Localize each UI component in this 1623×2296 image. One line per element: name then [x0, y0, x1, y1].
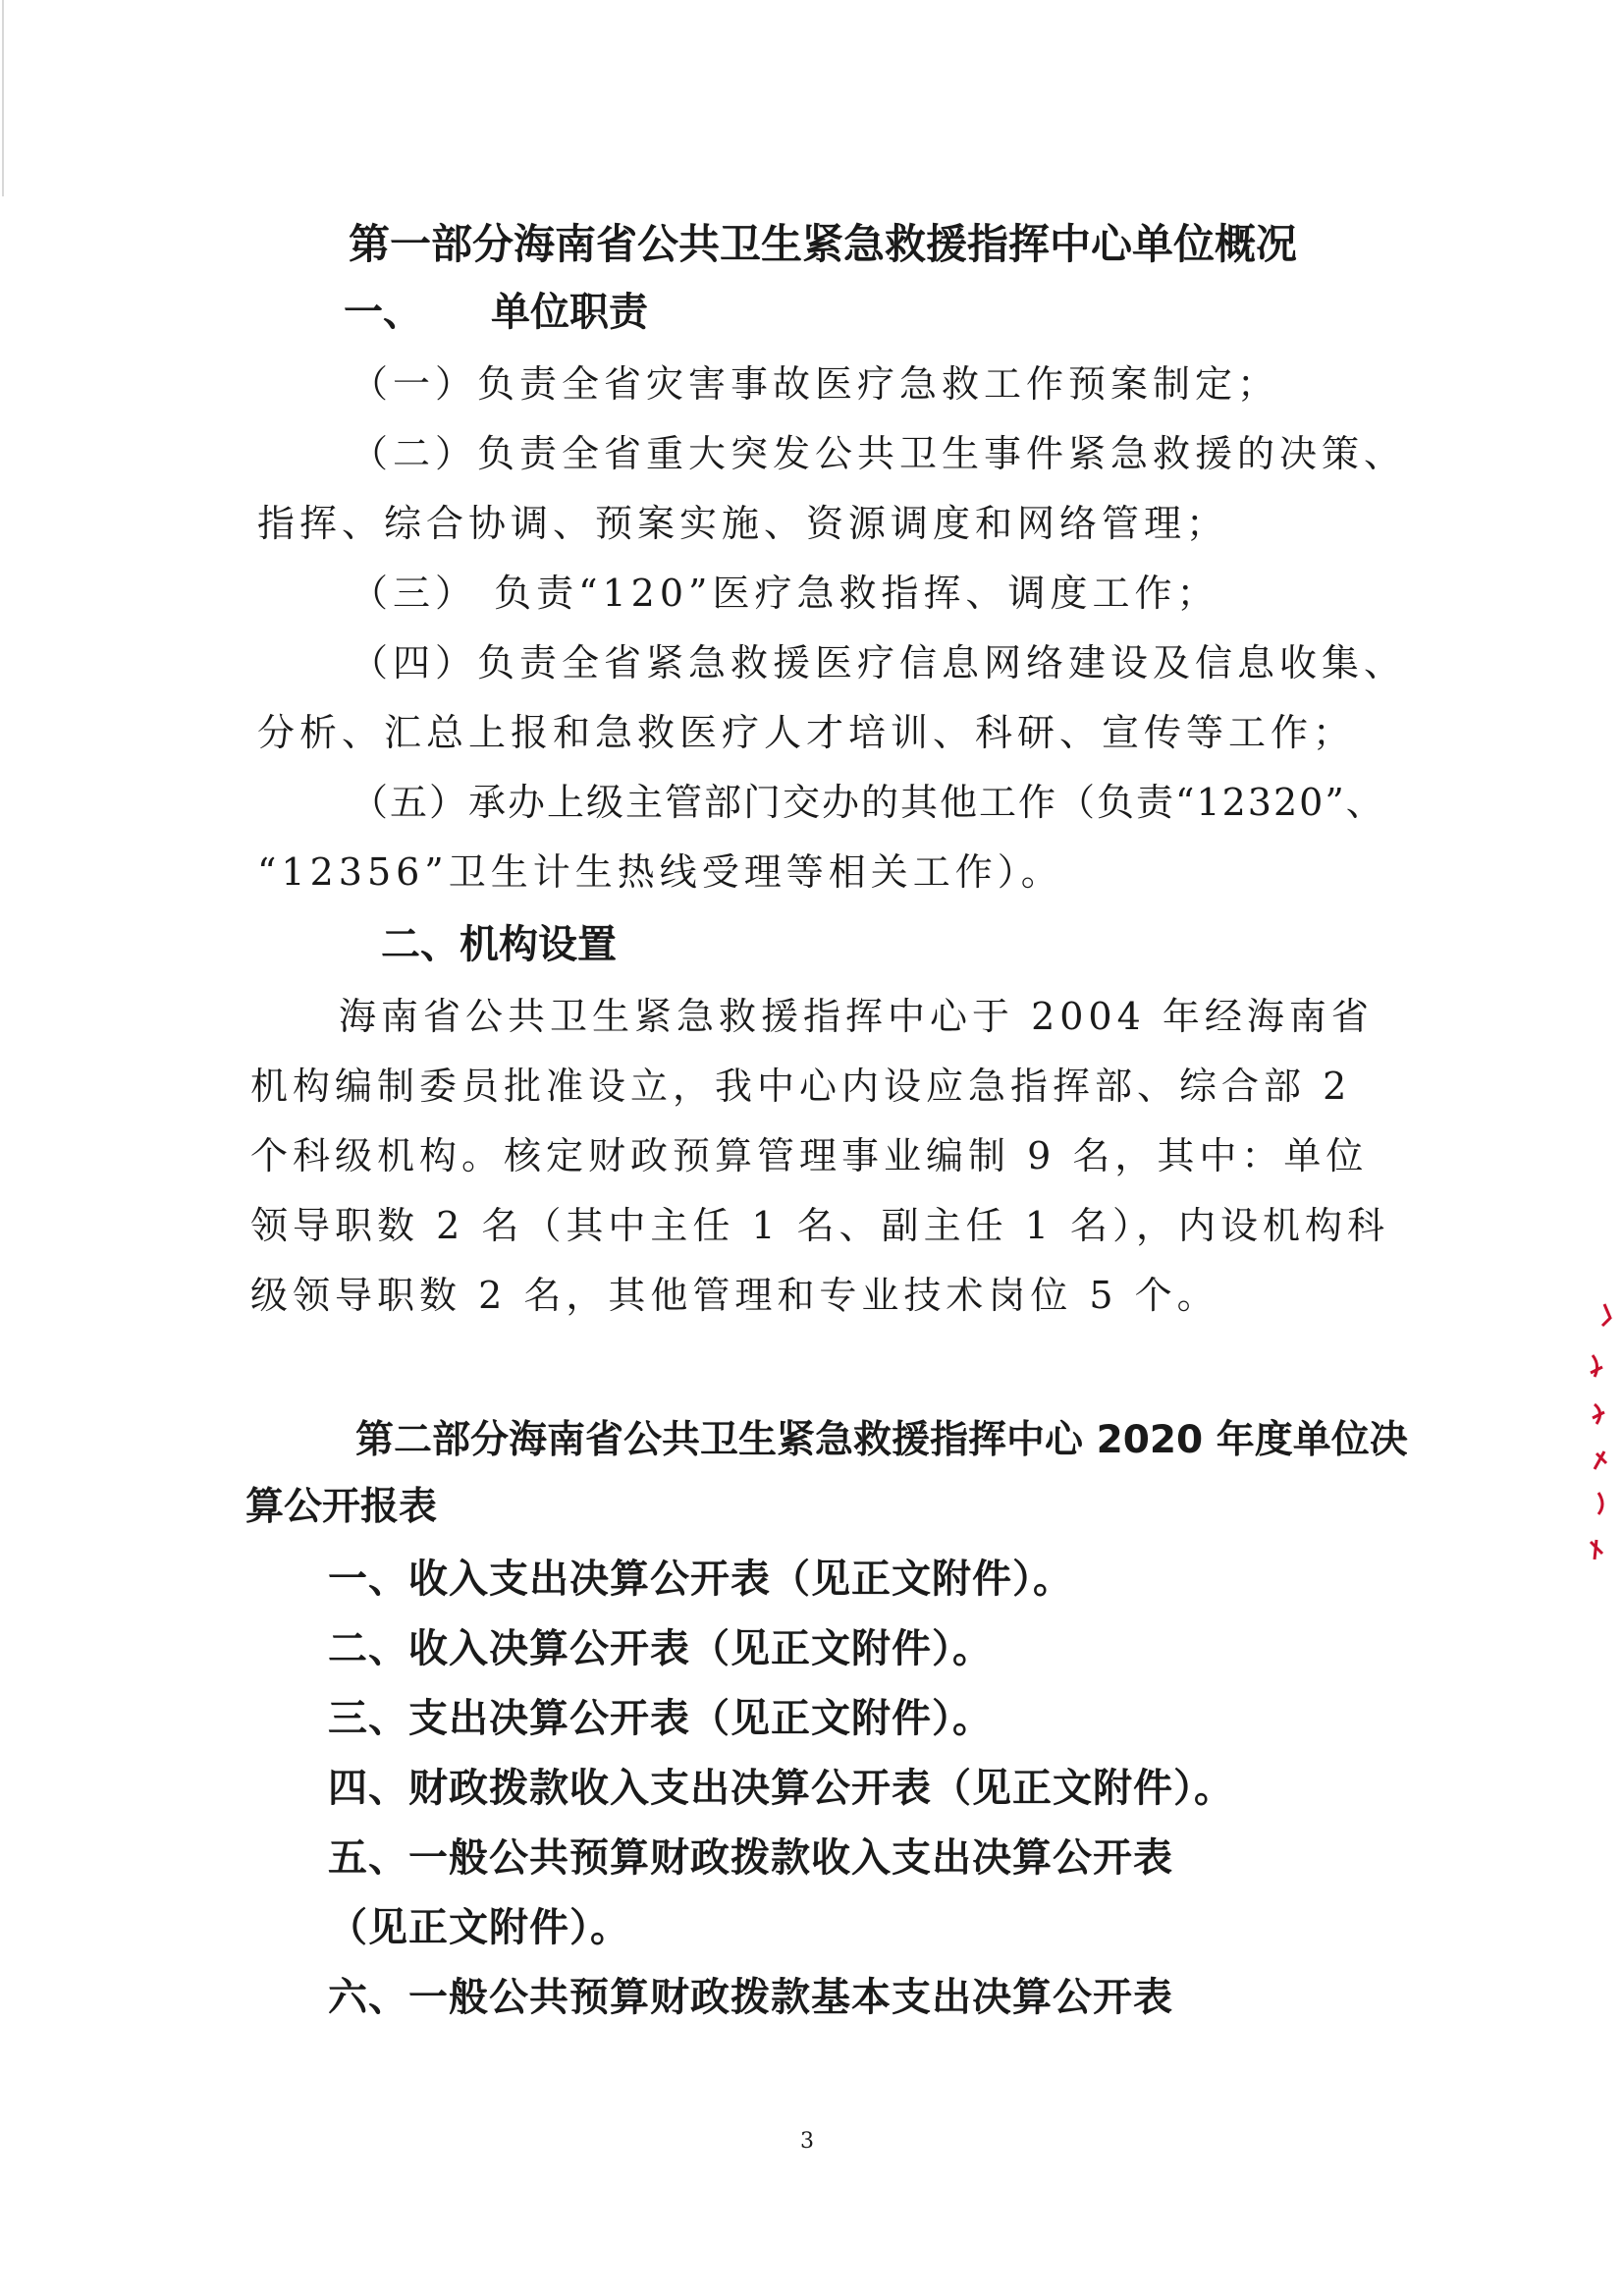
section1-heading-number: 一、 [344, 290, 422, 335]
org-text-line-3: 个科级机构。核定财政预算管理事业编制 9 名，其中：单位 [250, 1134, 1369, 1177]
duty-4: （四）负责全省紧急救援医疗信息网络建设及信息收集、 [351, 641, 1407, 684]
report-item-5: 五、一般公共预算财政拨款收入支出决算公开表 [328, 1835, 1173, 1881]
duty-4-cont: 分析、汇总上报和急救医疗人才培训、科研、宣传等工作； [257, 711, 1356, 754]
duty-3: （三） 负责“120”医疗急救指挥、调度工作； [351, 572, 1219, 615]
org-text-line-5: 级领导职数 2 名，其他管理和专业技术岗位 5 个。 [250, 1274, 1219, 1317]
org-text-line-1: 海南省公共卫生紧急救援指挥中心于 2004 年经海南省 [339, 995, 1374, 1038]
page-number: 3 [800, 2129, 814, 2154]
report-item-6: 六、一般公共预算财政拨款基本支出决算公开表 [328, 1975, 1173, 2020]
section1-heading: 单位职责 [491, 290, 648, 335]
org-text-line-4: 领导职数 2 名（其中主任 1 名、副主任 1 名），内设机构科 [250, 1204, 1390, 1247]
duty-5: （五）承办上级主管部门交办的其他工作（负责“12320”、 [351, 781, 1385, 824]
seal-stamp-edge [1583, 1296, 1612, 1571]
part1-title: 第一部分海南省公共卫生紧急救援指挥中心单位概况 [349, 220, 1298, 268]
report-item-3: 三、支出决算公开表（见正文附件）。 [328, 1696, 993, 1741]
duty-2-cont: 指挥、综合协调、预案实施、资源调度和网络管理； [257, 502, 1229, 545]
report-item-1: 一、收入支出决算公开表（见正文附件）。 [328, 1557, 1073, 1602]
report-item-4: 四、财政拨款收入支出决算公开表（见正文附件）。 [328, 1766, 1234, 1811]
scan-edge-mark [2, 0, 4, 196]
duty-2: （二）负责全省重大突发公共卫生事件紧急救援的决策、 [351, 432, 1407, 475]
section2-heading: 二、机构设置 [381, 922, 617, 967]
report-item-2: 二、收入决算公开表（见正文附件）。 [328, 1626, 993, 1671]
report-item-5-cont: （见正文附件）。 [328, 1905, 630, 1950]
duty-5-cont: “12356”卫生计生热线受理等相关工作）。 [257, 850, 1063, 894]
part2-title-line-1: 第二部分海南省公共卫生紧急救援指挥中心 2020 年度单位决 [355, 1418, 1408, 1462]
org-text-line-2: 机构编制委员批准设立，我中心内设应急指挥部、综合部 2 [250, 1065, 1352, 1108]
part2-title-line-2: 算公开报表 [245, 1485, 438, 1529]
duty-1: （一）负责全省灾害事故医疗急救工作预案制定； [351, 362, 1280, 406]
